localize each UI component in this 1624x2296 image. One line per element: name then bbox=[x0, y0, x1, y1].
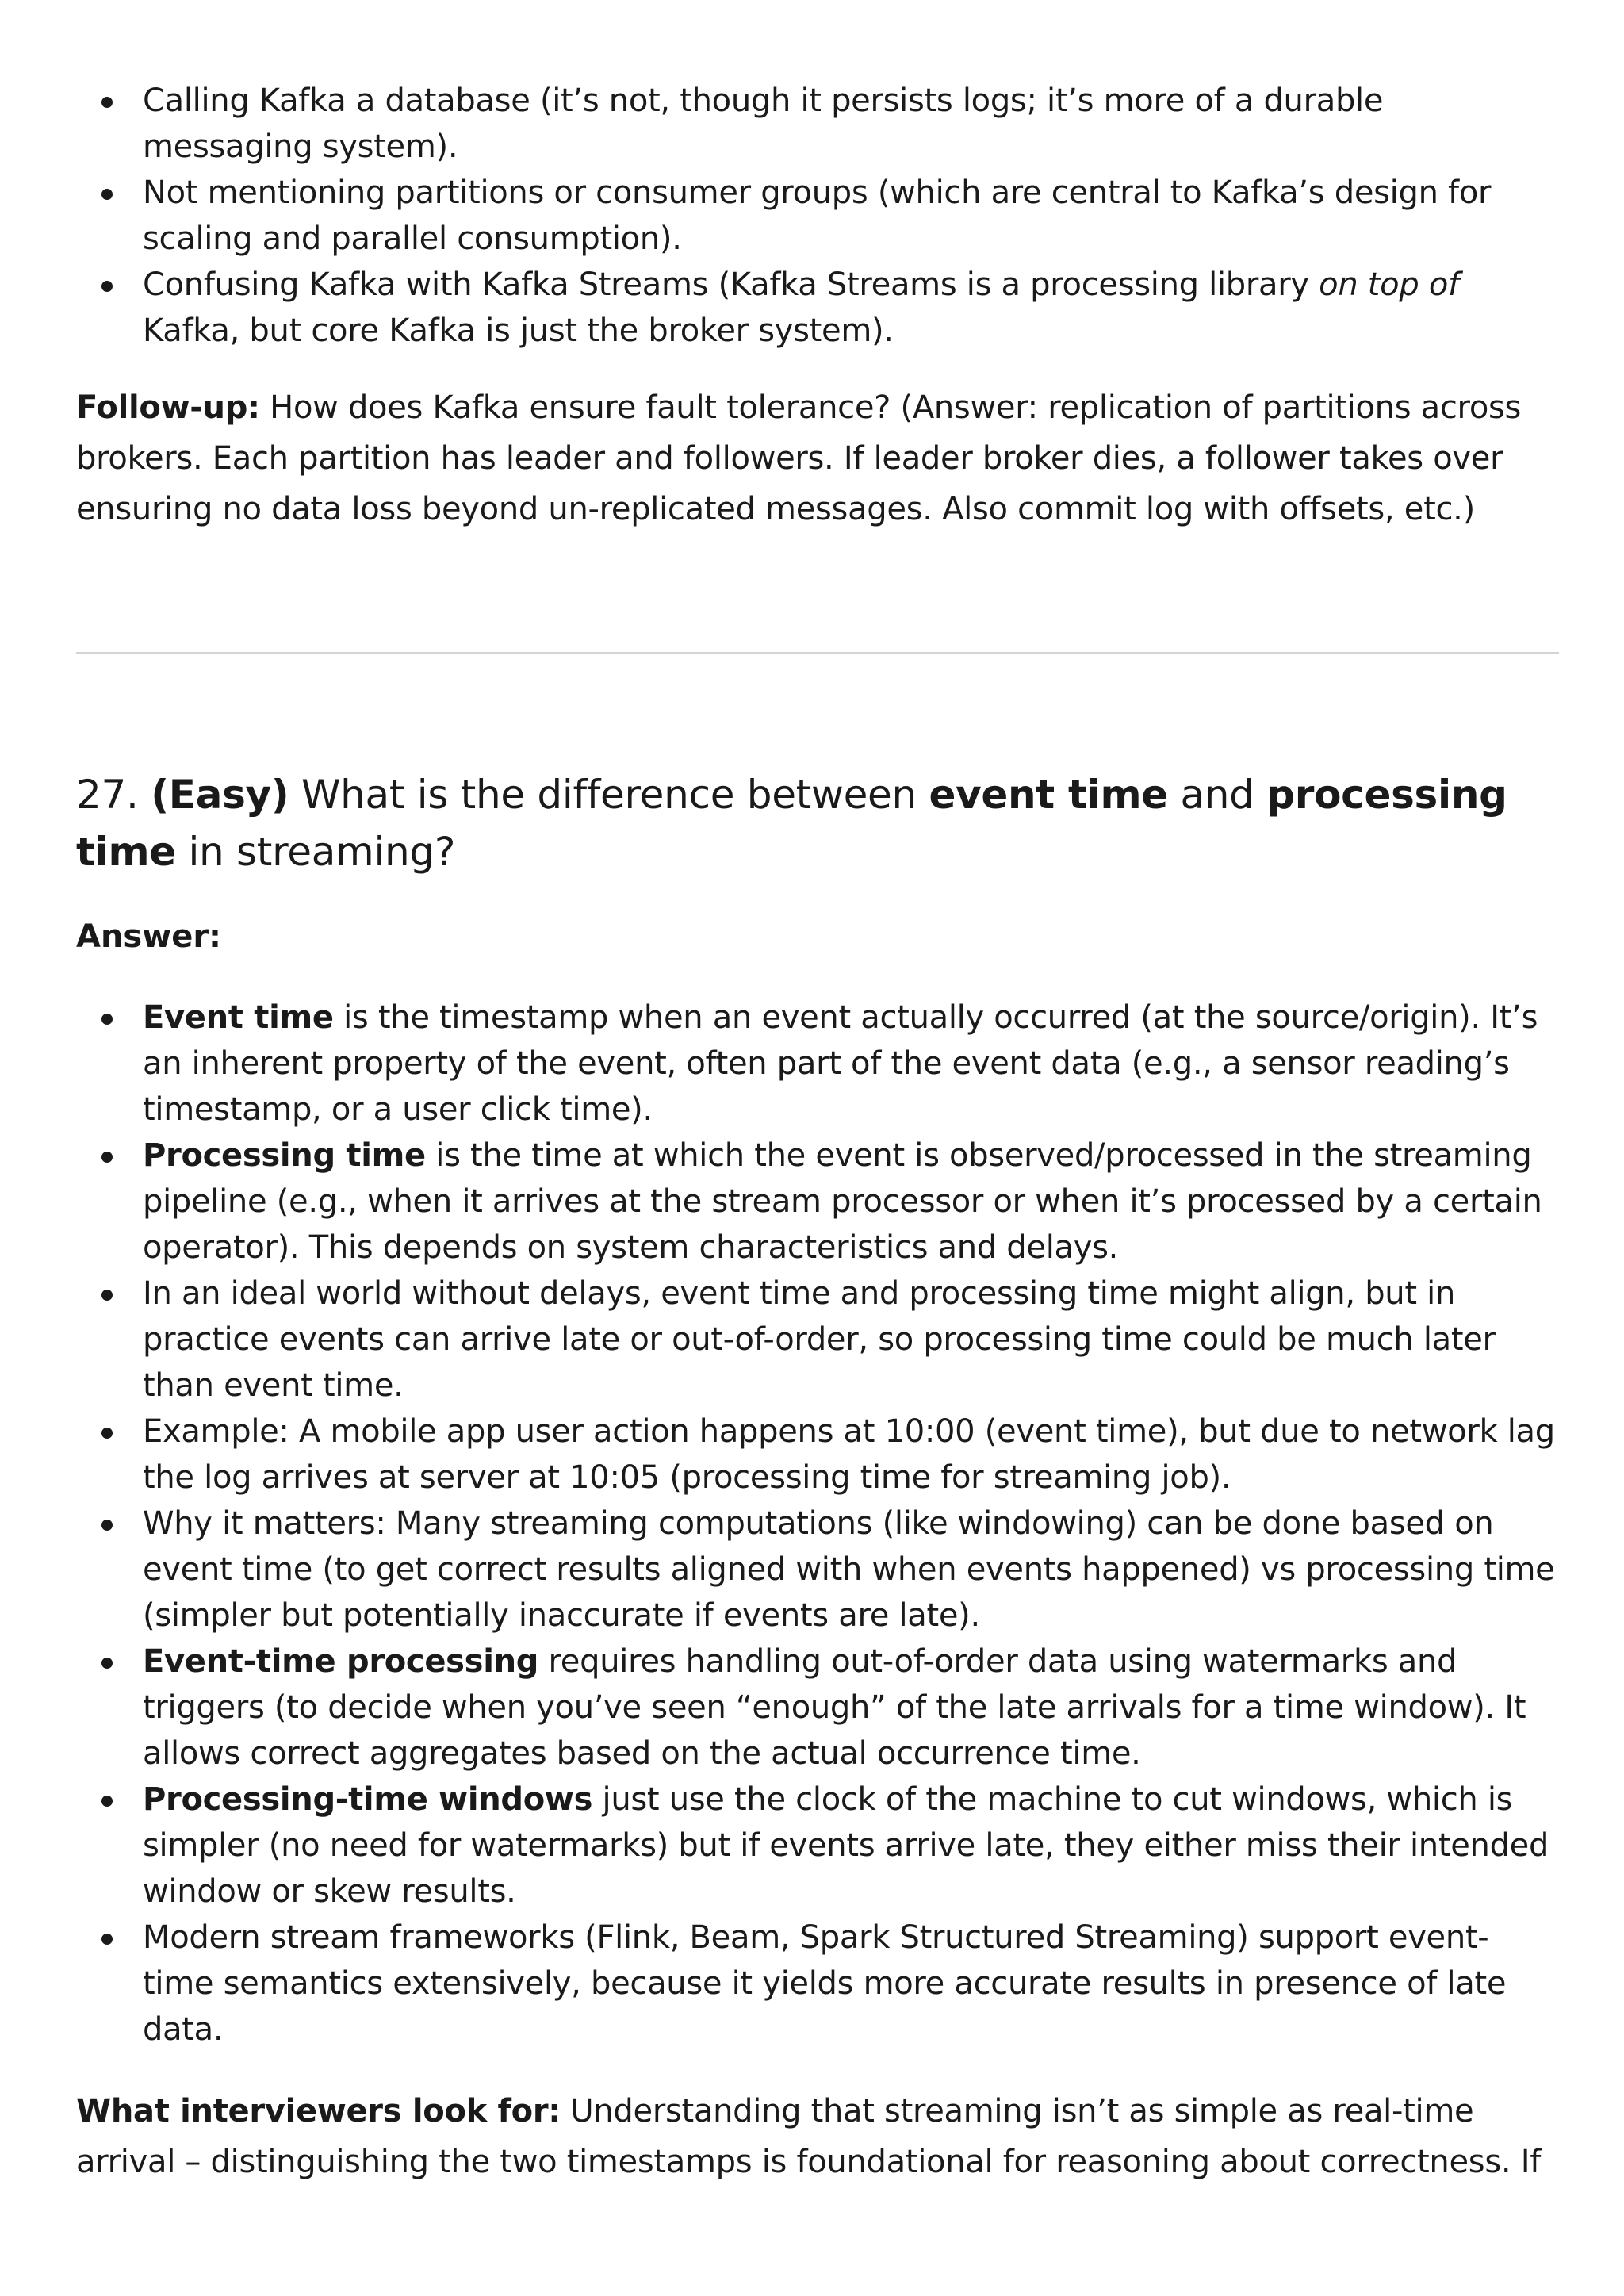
list-item: Processing-time windows just use the clock of the machine to cut windows, which is simpler (no need for watermarks) but if events arrive late, they either miss their intended window or skew results. bbox=[76, 1777, 1559, 1915]
list-item: Event time is the timestamp when an event actually occurred (at the source/origin). It’s an inherent property of the event, often part of the event data (e.g., a sensor reading’s timestamp, or a user click time). bbox=[76, 995, 1559, 1133]
list-item: Modern stream frameworks (Flink, Beam, Spark Structured Streaming) support event-time semantics extensively, because it yields more accurate results in presence of late data. bbox=[76, 1915, 1559, 2053]
list-item: Confusing Kafka with Kafka Streams (Kafka Streams is a processing library on top of Kafka, but core Kafka is just the broker system). bbox=[76, 262, 1559, 354]
followup-label: Follow-up: bbox=[76, 389, 260, 426]
interviewers-label: What interviewers look for: bbox=[76, 2093, 561, 2129]
answer-list bbox=[76, 995, 1559, 2053]
mistakes-list bbox=[76, 78, 1559, 354]
followup-paragraph: Follow-up: How does Kafka ensure fault tolerance? (Answer: replication of partitions across brokers. Each partition has leader and followers. If leader broker dies, a follower takes over ensuring no data loss beyond un-replicated messages. Also commit log with offsets, etc.) bbox=[76, 389, 1522, 527]
interviewers-paragraph: What interviewers look for: Understanding that streaming isn’t as simple as real-time arrival – distinguishing the two timestamps is foundational for reasoning about correctness. If bbox=[76, 2093, 1541, 2180]
list-item: Processing time is the time at which the event is observed/processed in the streaming pipeline (e.g., when it arrives at the stream processor or when it’s processed by a certain operator). This depends on system characteristics and delays. bbox=[76, 1133, 1559, 1271]
list-item: Event-time processing requires handling out-of-order data using watermarks and triggers (to decide when you’ve seen “enough” of the late arrivals for a time window). It allows correct aggregates based on the actual occurrence time. bbox=[76, 1639, 1559, 1777]
list-item: Why it matters: Many streaming computations (like windowing) can be done based on event time (to get correct results aligned with when events happened) vs processing time (simpler but potentially inaccurate if events are late). bbox=[76, 1501, 1559, 1639]
list-item: In an ideal world without delays, event time and processing time might align, but in practice events can arrive late or out-of-order, so processing time could be much later than event time. bbox=[76, 1271, 1559, 1409]
answer-label: Answer: bbox=[76, 918, 222, 955]
list-item: Calling Kafka a database (it’s not, though it persists logs; it’s more of a durable messaging system). bbox=[76, 78, 1559, 170]
list-item: Not mentioning partitions or consumer groups (which are central to Kafka’s design for scaling and parallel consumption). bbox=[76, 170, 1559, 262]
question-title: 27. (Easy) What is the difference between event time and processing time in streaming? bbox=[76, 772, 1507, 875]
section-divider bbox=[76, 652, 1559, 654]
emphasis: on top of bbox=[1319, 266, 1459, 303]
list-item: Example: A mobile app user action happens at 10:00 (event time), but due to network lag the log arrives at server at 10:05 (processing time for streaming job). bbox=[76, 1409, 1559, 1501]
